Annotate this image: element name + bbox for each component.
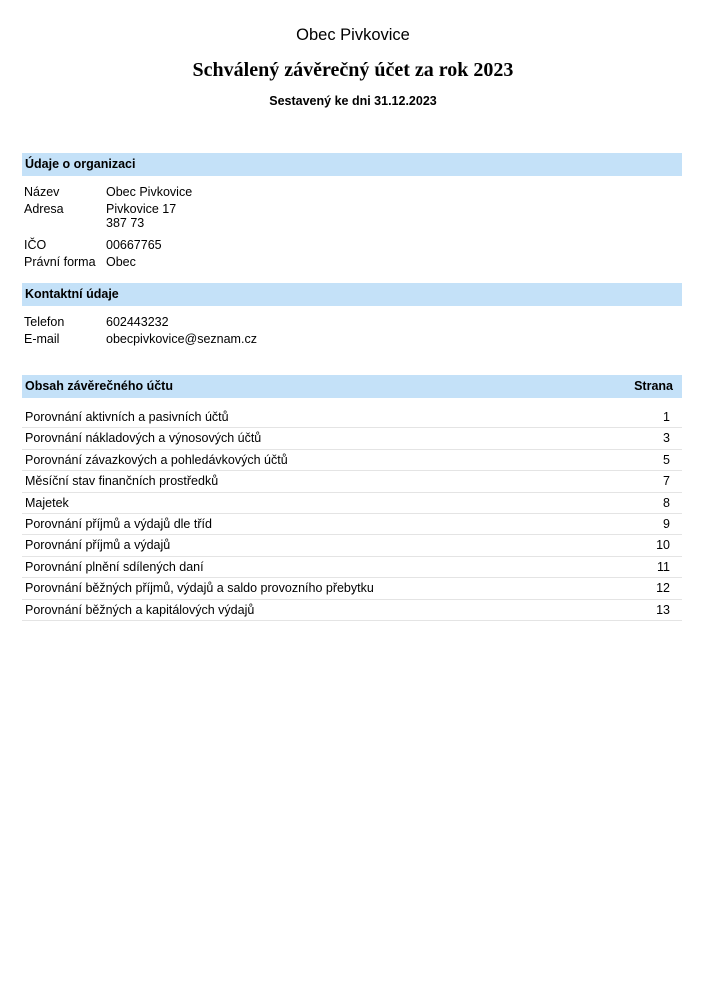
toc-item-title: Majetek: [25, 495, 69, 510]
field-label: Telefon: [24, 315, 65, 329]
organization-section-header: [22, 153, 682, 176]
field-label: Název: [24, 185, 60, 199]
toc-item-title: Porovnání aktivních a pasivních účtů: [25, 410, 229, 424]
toc-row: [22, 535, 682, 556]
toc-item-title: Porovnání příjmů a výdajů: [25, 538, 171, 553]
field-value: Obec: [106, 255, 136, 269]
contact-section-title: Kontaktní údaje: [25, 287, 119, 301]
toc-row: [22, 493, 682, 514]
toc-row: [22, 428, 682, 449]
field-value: 00667765: [106, 238, 162, 252]
toc-item-title: Porovnání nákladových a výnosových účtů: [25, 431, 262, 446]
field-label: IČO: [24, 238, 47, 252]
toc-item-page: 8: [663, 495, 670, 510]
toc-row: [22, 450, 682, 471]
toc-row: [22, 407, 682, 428]
toc-row: [22, 514, 682, 535]
toc-row: [22, 600, 682, 621]
toc-item-page: 1: [663, 410, 670, 424]
toc-item-page: 3: [663, 431, 670, 446]
toc-row: [22, 578, 682, 599]
organization-name: Obec Pivkovice: [296, 26, 410, 44]
toc-item-page: 7: [663, 474, 670, 489]
field-value-postcode: 387 73: [106, 216, 145, 230]
toc-item-title: Porovnání příjmů a výdajů dle tříd: [25, 517, 212, 531]
field-value: Pivkovice 17: [106, 202, 177, 216]
toc-item-title: Měsíční stav finančních prostředků: [25, 474, 219, 489]
toc-item-title: Porovnání závazkových a pohledávkových účtů: [25, 452, 288, 467]
toc-item-page: 11: [657, 559, 670, 574]
field-value: Obec Pivkovice: [106, 185, 193, 199]
toc-item-page: 10: [656, 538, 670, 553]
document-subtitle: Sestavený ke dni 31.12.2023: [269, 94, 437, 108]
contents-page-column-header: Strana: [634, 379, 673, 393]
contents-section-header: [22, 375, 682, 398]
contact-section-header: [22, 283, 682, 306]
toc-row: [22, 557, 682, 578]
organization-section-title: Údaje o organizaci: [25, 157, 136, 171]
toc-item-page: 9: [663, 517, 670, 531]
toc-item-page: 13: [656, 602, 670, 617]
toc-row: [22, 471, 682, 492]
toc-item-page: 5: [663, 452, 670, 467]
field-value: 602443232: [106, 315, 169, 329]
toc-item-title: Porovnání běžných a kapitálových výdajů: [25, 602, 255, 617]
field-label: Adresa: [24, 202, 64, 216]
field-label: Právní forma: [24, 255, 96, 269]
toc-item-page: 12: [656, 581, 670, 596]
field-value: obecpivkovice@seznam.cz: [106, 332, 257, 346]
toc-item-title: Porovnání běžných příjmů, výdajů a saldo provozního přebytku: [25, 581, 374, 596]
document-title: Schválený závěrečný účet za rok 2023: [192, 59, 514, 81]
toc-item-title: Porovnání plnění sdílených daní: [25, 559, 204, 574]
contents-section-title: Obsah závěrečného účtu: [25, 379, 173, 393]
field-label: E-mail: [24, 332, 60, 346]
